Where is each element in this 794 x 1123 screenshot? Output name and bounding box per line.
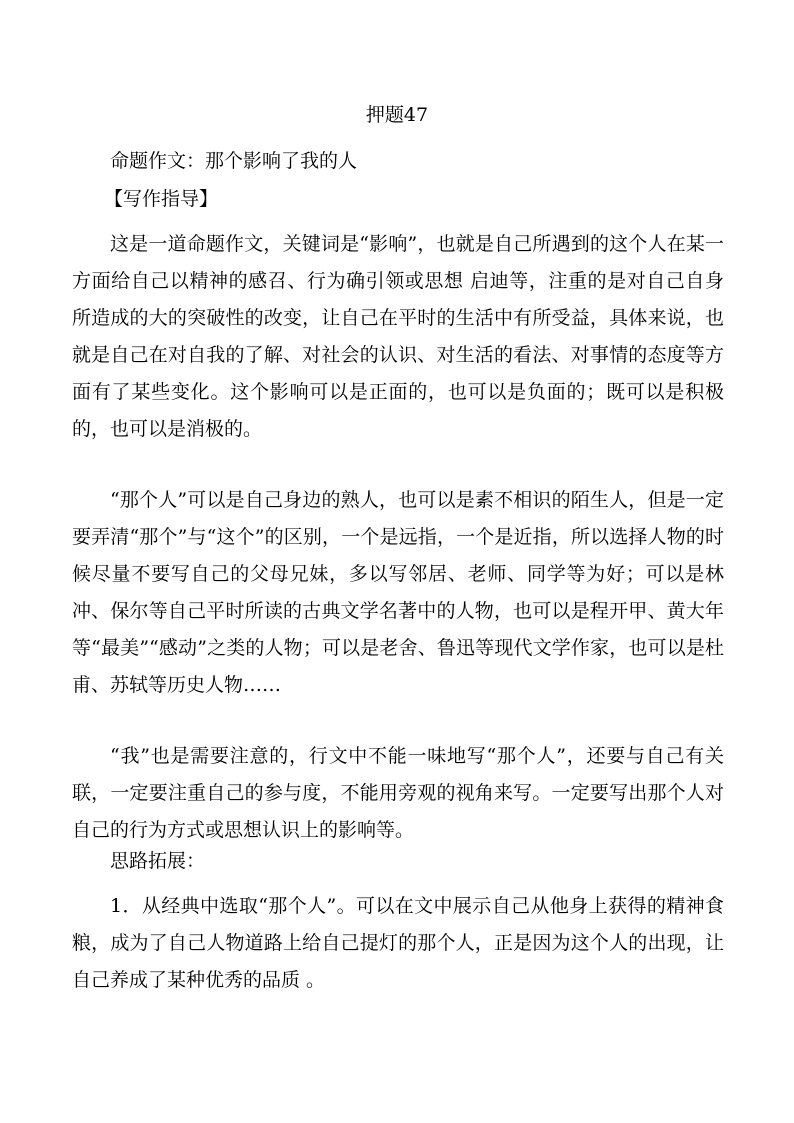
section-heading: 【写作指导】 [104, 188, 219, 210]
essay-topic: 命题作文：那个影响了我的人 [110, 150, 358, 172]
page-title: 押题47 [365, 104, 429, 126]
guidance-paragraph-3: “我”也是需要注意的，行文中不能一味地写“那个人”，还要与自己有关联，一定要注重自己的参与度，不能用旁观的视角来写。一定要写出那个人对自己的行为方式或思想认识上的影响等。 [72, 745, 724, 841]
idea-item-1: 1．从经典中选取“那个人”。可以在文中展示自己从他身上获得的精神食粮，成为了自己人物道路上给自己提灯的那个人，正是因为这个人的出现，让自己养成了某种优秀的品质 。 [72, 895, 724, 991]
subheading: 思路拓展： [110, 850, 206, 872]
guidance-paragraph-2: “那个人”可以是自己身边的熟人，也可以是素不相识的陌生人，但是一定要弄清“那个”与“这个”的区别，一个是远指，一个是近指，所以选择人物的时候尽量不要写自己的父母兄妹，多以写邻居、老师、同学等为好；可以是林冲、保尔等自己平时所读的古典文学名著中的人物，也可以是程开甲、黄大年等“最美”“感动”之类的人物；可以是老舍、鲁迅等现代文学作家，也可以是杜甫、苏轼等历史人物…… [72, 489, 724, 696]
guidance-paragraph-1: 这是一道命题作文，关键词是“影响”，也就是自己所遇到的这个人在某一方面给自己以精神的感召、行为确引领或思想 启迪等，注重的是对自己自身所造成的大的突破性的改变，让自己在平时的生活中有所受益，具体来说，也就是自己在对自我的了解、对社会的认识、对生活的看法、对事情的态度等方面有了某些变化。这个影响可以是正面的，也可以是负面的；既可以是积极的，也可以是消极的。 [72, 233, 724, 440]
